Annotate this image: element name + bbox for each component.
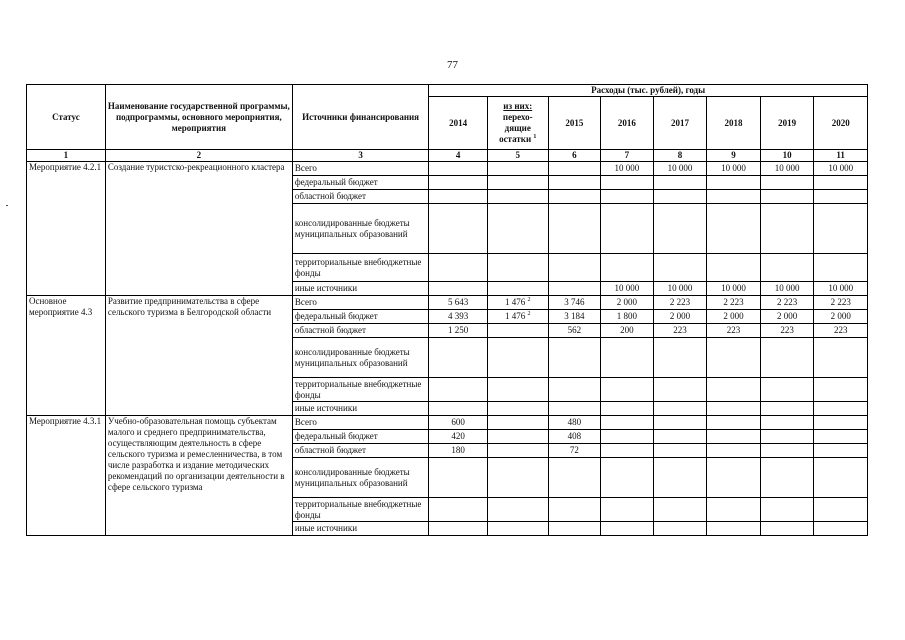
header-carryover-line3: дящие	[504, 123, 531, 133]
amount-cell-v2018	[707, 458, 761, 498]
column-index-row	[27, 150, 868, 162]
amount-cell-v2017	[653, 522, 707, 536]
amount-cell-v2016	[601, 176, 654, 190]
amount-cell-v2014	[429, 254, 488, 282]
amount-cell-v2019	[760, 310, 814, 324]
amount-cell-v2020	[814, 324, 868, 338]
funding-source-cell: областной бюджет	[292, 190, 428, 204]
amount-cell-v2018	[707, 378, 761, 402]
amount-cell-v5	[487, 282, 548, 296]
amount-cell-v2020	[814, 378, 868, 402]
amount-cell-v2016	[601, 310, 654, 324]
header-year-2018: 2018	[707, 97, 761, 150]
amount-value: 2 000	[776, 311, 798, 321]
amount-cell-v2019	[760, 176, 814, 190]
amount-value: 2 223	[723, 297, 744, 307]
funding-source-cell: иные источники	[292, 522, 428, 536]
amount-cell-v5	[487, 176, 548, 190]
funding-source-cell: территориальные внебюджетные фонды	[292, 498, 428, 522]
table-row	[27, 416, 868, 430]
amount-cell-v5	[487, 296, 548, 310]
amount-value: 10 000	[667, 283, 693, 293]
header-name: Наименование государственной программы, подпрограммы, основного мероприятия, мероприятия	[105, 85, 292, 150]
amount-value: 1 476	[504, 297, 526, 307]
amount-value: 2 223	[830, 297, 851, 307]
amount-cell-v2014	[429, 430, 488, 444]
amount-cell-v2014	[429, 324, 488, 338]
amount-cell-v2015	[548, 310, 601, 324]
funding-source-cell: федеральный бюджет	[292, 310, 428, 324]
amount-cell-v2017	[653, 282, 707, 296]
amount-cell-v2014	[429, 204, 488, 254]
amount-cell-v2017	[653, 324, 707, 338]
amount-cell-v5	[487, 402, 548, 416]
amount-value: 600	[451, 417, 465, 427]
status-cell: Мероприятие 4.3.1	[27, 416, 106, 536]
amount-cell-v2014	[429, 444, 488, 458]
amount-cell-v2014	[429, 458, 488, 498]
amount-cell-v2020	[814, 190, 868, 204]
amount-cell-v2015	[548, 402, 601, 416]
amount-cell-v2014	[429, 176, 488, 190]
amount-cell-v2016	[601, 324, 654, 338]
col-index: 8	[653, 150, 707, 162]
amount-value: 10 000	[721, 283, 746, 293]
funding-source-cell: иные источники	[292, 282, 428, 296]
amount-cell-v2019	[760, 522, 814, 536]
amount-cell-v5	[487, 338, 548, 378]
amount-cell-v2018	[707, 444, 761, 458]
amount-cell-v2015	[548, 378, 601, 402]
amount-cell-v2017	[653, 458, 707, 498]
col-index: 11	[814, 150, 868, 162]
amount-cell-v2014	[429, 378, 488, 402]
amount-cell-v2015	[548, 416, 601, 430]
amount-cell-v2019	[760, 498, 814, 522]
amount-cell-v2020	[814, 254, 868, 282]
amount-cell-v2018	[707, 338, 761, 378]
amount-cell-v5	[487, 498, 548, 522]
header-year-2019: 2019	[760, 97, 814, 150]
amount-cell-v2016	[601, 430, 654, 444]
amount-cell-v2014	[429, 338, 488, 378]
amount-value: 2 000	[723, 311, 744, 321]
amount-cell-v2017	[653, 444, 707, 458]
col-index: 9	[707, 150, 761, 162]
amount-cell-v2016	[601, 416, 654, 430]
funding-source-cell: территориальные внебюджетные фонды	[292, 378, 428, 402]
amount-cell-v2016	[601, 204, 654, 254]
amount-cell-v2016	[601, 296, 654, 310]
amount-cell-v5	[487, 310, 548, 324]
funding-source-cell: иные источники	[292, 402, 428, 416]
amount-cell-v2016	[601, 338, 654, 378]
amount-cell-v2014	[429, 416, 488, 430]
amount-cell-v2016	[601, 522, 654, 536]
amount-cell-v2020	[814, 296, 868, 310]
amount-value: 223	[726, 325, 741, 335]
amount-cell-v2014	[429, 310, 488, 324]
footnote-marker: 2	[527, 311, 531, 317]
amount-value: 223	[780, 325, 794, 335]
amount-cell-v2015	[548, 254, 601, 282]
funding-source-cell: консолидированные бюджеты муниципальных образований	[292, 458, 428, 498]
footnote-marker: 2	[527, 297, 531, 303]
amount-cell-v2016	[601, 190, 654, 204]
amount-value: 223	[833, 325, 848, 335]
amount-cell-v2019	[760, 402, 814, 416]
amount-cell-v2017	[653, 176, 707, 190]
header-status: Статус	[27, 85, 106, 150]
amount-cell-v2020	[814, 176, 868, 190]
amount-cell-v2015	[548, 458, 601, 498]
amount-cell-v2016	[601, 498, 654, 522]
amount-cell-v2020	[814, 444, 868, 458]
amount-cell-v2016	[601, 254, 654, 282]
amount-cell-v2019	[760, 204, 814, 254]
amount-cell-v2015	[548, 498, 601, 522]
amount-value: 5 643	[447, 297, 469, 307]
amount-cell-v2017	[653, 162, 707, 176]
funding-source-cell: федеральный бюджет	[292, 430, 428, 444]
amount-cell-v2014	[429, 162, 488, 176]
funding-source-cell: консолидированные бюджеты муниципальных образований	[292, 338, 428, 378]
amount-cell-v2014	[429, 282, 488, 296]
amount-cell-v2015	[548, 204, 601, 254]
header-carryover-footnote: 1	[533, 134, 537, 140]
amount-cell-v2018	[707, 522, 761, 536]
amount-value: 420	[451, 431, 465, 441]
amount-cell-v2016	[601, 162, 654, 176]
amount-cell-v2018	[707, 402, 761, 416]
table-row	[27, 296, 868, 310]
amount-cell-v2017	[653, 498, 707, 522]
amount-cell-v2020	[814, 310, 868, 324]
amount-cell-v2020	[814, 430, 868, 444]
amount-cell-v2020	[814, 416, 868, 430]
scan-mark	[6, 205, 8, 206]
amount-value: 2 223	[669, 297, 691, 307]
amount-cell-v2020	[814, 402, 868, 416]
amount-cell-v2017	[653, 416, 707, 430]
amount-value: 480	[567, 417, 582, 427]
header-carryover-line4: остатки	[499, 134, 532, 144]
amount-cell-v2014	[429, 190, 488, 204]
amount-cell-v5	[487, 416, 548, 430]
page-number: 77	[447, 59, 458, 71]
amount-cell-v2020	[814, 458, 868, 498]
amount-cell-v2020	[814, 338, 868, 378]
amount-cell-v2019	[760, 458, 814, 498]
funding-source-cell: Всего	[292, 296, 428, 310]
header-expenses: Расходы (тыс. рублей), годы	[429, 85, 868, 97]
amount-cell-v2015	[548, 430, 601, 444]
amount-value: 1 476	[504, 311, 526, 321]
amount-cell-v2016	[601, 282, 654, 296]
funding-source-cell: территориальные внебюджетные фонды	[292, 254, 428, 282]
amount-cell-v2018	[707, 282, 761, 296]
activity-name-cell: Создание туристско-рекреационного кластера	[105, 162, 292, 296]
amount-cell-v2019	[760, 430, 814, 444]
col-index: 3	[292, 150, 428, 162]
activity-name-cell: Учебно-образовательная помощь субъектам малого и среднего предпринимательства, осуществляющим деятельность в сфере сельского туризма и ремесленничества, в том числе разработка и издание методических рекомендаций по организации деятельности в сфере сельского туризма	[105, 416, 292, 536]
amount-cell-v2017	[653, 190, 707, 204]
amount-cell-v2016	[601, 458, 654, 498]
amount-value: 2 000	[616, 297, 638, 307]
amount-cell-v2015	[548, 444, 601, 458]
amount-cell-v2014	[429, 296, 488, 310]
amount-value: 3 184	[564, 311, 585, 321]
amount-cell-v5	[487, 430, 548, 444]
amount-value: 72	[569, 445, 579, 455]
amount-cell-v2014	[429, 498, 488, 522]
amount-cell-v2017	[653, 296, 707, 310]
amount-cell-v5	[487, 162, 548, 176]
amount-cell-v2015	[548, 338, 601, 378]
amount-cell-v2018	[707, 310, 761, 324]
amount-cell-v2019	[760, 444, 814, 458]
amount-value: 1 800	[616, 311, 638, 321]
header-year-2020: 2020	[814, 97, 868, 150]
col-index: 5	[487, 150, 548, 162]
amount-cell-v5	[487, 458, 548, 498]
col-index: 1	[27, 150, 106, 162]
amount-value: 10 000	[828, 283, 854, 293]
amount-value: 2 000	[669, 311, 691, 321]
funding-source-cell: областной бюджет	[292, 324, 428, 338]
amount-cell-v2019	[760, 324, 814, 338]
amount-value: 10 000	[774, 163, 800, 173]
amount-cell-v2018	[707, 324, 761, 338]
amount-cell-v2019	[760, 296, 814, 310]
amount-cell-v2017	[653, 310, 707, 324]
amount-cell-v2016	[601, 444, 654, 458]
amount-cell-v2018	[707, 204, 761, 254]
funding-source-cell: Всего	[292, 416, 428, 430]
amount-cell-v2020	[814, 204, 868, 254]
amount-cell-v2018	[707, 254, 761, 282]
amount-cell-v2020	[814, 522, 868, 536]
col-index: 10	[760, 150, 814, 162]
funding-source-cell: областной бюджет	[292, 444, 428, 458]
header-carryover	[487, 97, 548, 150]
amount-value: 10 000	[828, 163, 854, 173]
amount-value: 10 000	[614, 163, 640, 173]
funding-source-cell: консолидированные бюджеты муниципальных образований	[292, 204, 428, 254]
col-index: 7	[601, 150, 654, 162]
col-index: 6	[548, 150, 601, 162]
amount-value: 10 000	[614, 283, 640, 293]
amount-cell-v5	[487, 324, 548, 338]
funding-source-cell: федеральный бюджет	[292, 176, 428, 190]
amount-cell-v2015	[548, 176, 601, 190]
amount-cell-v2018	[707, 176, 761, 190]
amount-cell-v5	[487, 254, 548, 282]
amount-value: 10 000	[774, 283, 800, 293]
amount-cell-v2018	[707, 190, 761, 204]
amount-cell-v2014	[429, 522, 488, 536]
amount-cell-v2016	[601, 378, 654, 402]
amount-cell-v2020	[814, 498, 868, 522]
amount-cell-v2019	[760, 162, 814, 176]
amount-cell-v5	[487, 522, 548, 536]
amount-cell-v2015	[548, 190, 601, 204]
amount-value: 408	[567, 431, 582, 441]
amount-cell-v2018	[707, 296, 761, 310]
status-cell: Мероприятие 4.2.1	[27, 162, 106, 296]
amount-cell-v2014	[429, 402, 488, 416]
amount-value: 200	[620, 325, 634, 335]
amount-cell-v2017	[653, 402, 707, 416]
col-index: 4	[429, 150, 488, 162]
header-year-2016: 2016	[601, 97, 654, 150]
amount-cell-v5	[487, 204, 548, 254]
amount-value: 1 250	[447, 325, 469, 335]
amount-cell-v5	[487, 190, 548, 204]
amount-cell-v2019	[760, 416, 814, 430]
amount-cell-v2015	[548, 522, 601, 536]
amount-cell-v2019	[760, 254, 814, 282]
amount-cell-v2015	[548, 324, 601, 338]
amount-value: 180	[451, 445, 465, 455]
amount-cell-v2020	[814, 282, 868, 296]
amount-cell-v2019	[760, 282, 814, 296]
amount-cell-v2017	[653, 378, 707, 402]
amount-cell-v2018	[707, 498, 761, 522]
amount-value: 10 000	[721, 163, 746, 173]
amount-cell-v2018	[707, 162, 761, 176]
amount-cell-v2015	[548, 282, 601, 296]
amount-value: 4 393	[447, 311, 469, 321]
amount-cell-v5	[487, 444, 548, 458]
amount-cell-v2017	[653, 430, 707, 444]
header-year-2015: 2015	[548, 97, 601, 150]
header-sources: Источники финансирования	[292, 85, 428, 150]
activity-name-cell: Развитие предпринимательства в сфере сельского туризма в Белгородской области	[105, 296, 292, 416]
header-year-2017: 2017	[653, 97, 707, 150]
funding-source-cell: Всего	[292, 162, 428, 176]
amount-cell-v2015	[548, 296, 601, 310]
amount-cell-v2017	[653, 254, 707, 282]
header-carryover-line1: из них:	[503, 101, 533, 111]
amount-cell-v2019	[760, 378, 814, 402]
amount-cell-v2019	[760, 190, 814, 204]
amount-cell-v2017	[653, 338, 707, 378]
col-index: 2	[105, 150, 292, 162]
amount-cell-v2018	[707, 416, 761, 430]
budget-table	[26, 84, 868, 536]
amount-cell-v2017	[653, 204, 707, 254]
header-carryover-line2: перехо-	[502, 112, 533, 122]
amount-cell-v2019	[760, 338, 814, 378]
amount-cell-v2016	[601, 402, 654, 416]
table-row	[27, 162, 868, 176]
amount-value: 3 746	[564, 297, 585, 307]
status-cell: Основное мероприятие 4.3	[27, 296, 106, 416]
amount-value: 223	[673, 325, 687, 335]
amount-value: 2 223	[776, 297, 798, 307]
amount-cell-v2018	[707, 430, 761, 444]
amount-value: 562	[567, 325, 582, 335]
amount-cell-v2020	[814, 162, 868, 176]
amount-cell-v2015	[548, 162, 601, 176]
amount-value: 10 000	[667, 163, 693, 173]
amount-cell-v5	[487, 378, 548, 402]
amount-value: 2 000	[830, 311, 851, 321]
header-year-2014: 2014	[429, 97, 488, 150]
